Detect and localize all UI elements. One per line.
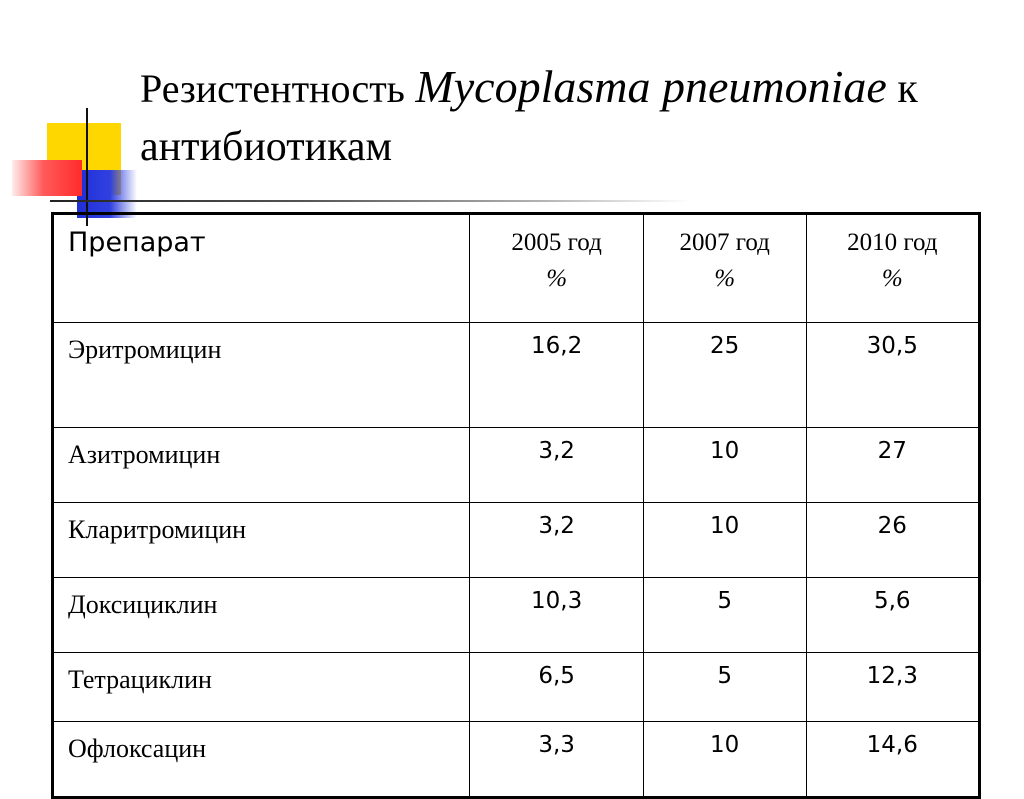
table-row xyxy=(53,722,980,798)
decor-red-bar xyxy=(12,160,82,196)
header-year-unit: % xyxy=(714,265,736,292)
cell-value: 5,6 xyxy=(806,578,979,653)
cell-value: 10 xyxy=(643,428,806,503)
cell-value: 3,3 xyxy=(470,722,643,798)
header-drug: Препарат xyxy=(53,214,470,323)
header-year-label: 2010 год xyxy=(847,229,938,256)
header-year-2007 xyxy=(643,214,806,323)
header-year-label: 2007 год xyxy=(679,229,770,256)
cell-value: 10,3 xyxy=(470,578,643,653)
header-year-2005 xyxy=(470,214,643,323)
cell-value: 25 xyxy=(643,323,806,428)
cell-drug: Эритромицин xyxy=(53,323,470,428)
table-header-row xyxy=(53,214,980,323)
table-row xyxy=(53,323,980,428)
cell-value: 30,5 xyxy=(806,323,979,428)
cell-drug: Азитромицин xyxy=(53,428,470,503)
cell-value: 3,2 xyxy=(470,428,643,503)
header-year-unit: % xyxy=(881,265,903,292)
header-year-2010 xyxy=(806,214,979,323)
title-rest: к антибиотикам xyxy=(140,66,918,170)
table-row xyxy=(53,653,980,722)
cell-value: 14,6 xyxy=(806,722,979,798)
table-row xyxy=(53,428,980,503)
cell-value: 5 xyxy=(643,653,806,722)
table-row xyxy=(53,578,980,653)
cell-drug: Кларитромицин xyxy=(53,503,470,578)
cell-drug: Тетрациклин xyxy=(53,653,470,722)
cell-value: 3,2 xyxy=(470,503,643,578)
decor-horizontal-line xyxy=(50,200,690,202)
cell-value: 27 xyxy=(806,428,979,503)
cell-value: 12,3 xyxy=(806,653,979,722)
header-year-label: 2005 год xyxy=(511,229,602,256)
cell-value: 10 xyxy=(643,722,806,798)
title-species: Mycoplasma pneumoniae xyxy=(415,61,887,112)
cell-drug: Офлоксацин xyxy=(53,722,470,798)
table-row xyxy=(53,503,980,578)
cell-value: 26 xyxy=(806,503,979,578)
resistance-table xyxy=(51,212,981,799)
title-plain: Резистентность xyxy=(140,66,405,111)
cell-value: 5 xyxy=(643,578,806,653)
decor-vertical-line xyxy=(86,108,88,226)
cell-value: 6,5 xyxy=(470,653,643,722)
slide-title xyxy=(140,58,960,176)
cell-value: 10 xyxy=(643,503,806,578)
cell-drug: Доксициклин xyxy=(53,578,470,653)
header-year-unit: % xyxy=(546,265,568,292)
cell-value: 16,2 xyxy=(470,323,643,428)
